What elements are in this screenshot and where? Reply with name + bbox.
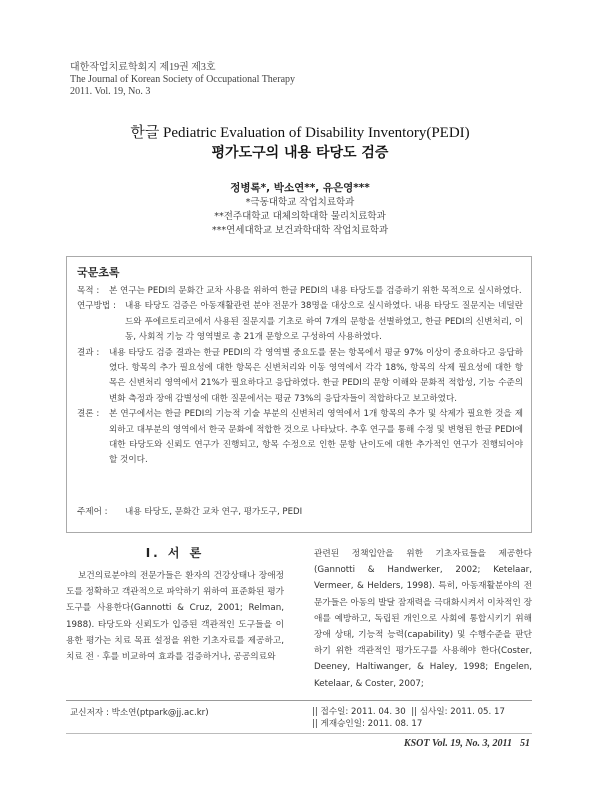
title-line-1: 한글 Pediatric Evaluation of Disability Inventory(PEDI) xyxy=(130,125,470,141)
journal-volume: 2011. Vol. 19, No. 3 xyxy=(70,86,151,97)
footer-divider xyxy=(66,700,532,701)
abstract-text: 내용 타당도 검증 결과는 한글 PEDI의 각 영역별 중요도를 묻는 항목에서 평균 97% 이상이 중요하다고 응답하였다. 항목의 추가 필요성에 대한 항목은 신변처리와 이동 영역에서 각각 18%, 항목의 삭제 필요성에 대한 항목은 신변처리 영역에서 21%가 필요하다고 응답하였다. 한글 PEDI의 문항 이해와 문화적 적합성, 기능 수준의 변화 측정과 장애 감별성에 대한 질문에서는 평균 73%의 응답자들이 적합하다고 보고하였다. xyxy=(109,347,523,404)
abstract-label: 연구방법 : xyxy=(77,301,116,312)
abstract-methods xyxy=(77,299,523,345)
journal-name-english: The Journal of Korean Society of Occupational Therapy xyxy=(70,74,296,85)
abstract-box xyxy=(66,256,532,533)
affiliation-3: ***연세대학교 보건과학대학 작업치료학과 xyxy=(211,225,389,236)
journal-name-korean: 대한작업치료학회지 제19권 제3호 xyxy=(70,62,216,73)
body-column-left xyxy=(66,546,284,665)
abstract-label: 결과 : xyxy=(77,347,100,358)
affiliation-1: *극동대학교 작업치료학과 xyxy=(245,197,355,208)
abstract-heading: 국문초록 xyxy=(77,266,120,279)
abstract-label: 목적 : xyxy=(77,286,100,296)
footer-divider-bottom xyxy=(66,733,532,734)
correspondence-note: 교신저자 : 박소연(ptpark@jj.ac.kr) xyxy=(70,708,209,718)
author-list: 정병록*, 박소연**, 유은영*** xyxy=(230,182,370,194)
reviewed-date: || 심사일: 2011. 05. 17 xyxy=(411,707,505,717)
journal-reference: KSOT Vol. 19, No. 3, 2011 xyxy=(403,738,512,749)
body-column-right xyxy=(314,546,532,692)
received-date: || 접수일: 2011. 04. 30 xyxy=(312,707,406,717)
submission-dates xyxy=(312,706,505,730)
paper-title xyxy=(60,123,540,163)
body-paragraph: 관련된 정책입안을 위한 기초자료들을 제공한다(Gannotti & Handwerker, 2002; Ketelaar, Vermeer, & Helders, 1998). 특히, 아동재활분야의 전문가들은 아동의 발달 잠재력을 극대화시켜서 이차적인 장애를 예방하고, 독립된 개인으로 사회에 통합시키기 위해 장애 상태, 기능적 능력(capability) 및 수행수준을 판단하기 위한 객관적인 평가도구를 사용해야 한다(Coster, Deeney, Haltiwanger, & Haley, 1998; Engelen, Ketelaar, & Coster, 2007; xyxy=(314,549,532,689)
keywords xyxy=(77,505,302,517)
title-line-2: 평가도구의 내용 타당도 검증 xyxy=(211,145,389,161)
journal-header xyxy=(70,62,370,98)
abstract-text: 내용 타당도 검증은 아동재활관련 분야 전문가 38명을 대상으로 실시하였다. 내용 타당도 질문지는 네덜란드와 푸에르토리코에서 사용된 질문지를 기초로 하여 7개의 문항을 선별하였고, 한글 PEDI의 신변처리, 이동, 사회적 기능 각 영역별로 총 21개 문항으로 구성하여 사용하였다. xyxy=(125,301,523,343)
abstract-results xyxy=(77,346,523,408)
keywords-label: 주제어 : xyxy=(77,507,108,517)
section-heading-introduction: Ⅰ. 서 론 xyxy=(145,546,205,560)
abstract-text: 본 연구에서는 한글 PEDI의 기능적 기술 부분의 신변처리 영역에서 1개 항목의 추가 및 삭제가 필요한 것을 제외하고 대부분의 영역에서 한국 문화에 적합한 것으로 나타났다. 추후 연구를 통해 수정 및 변형된 한글 PEDI에 대한 타당도와 신뢰도 연구가 진행되고, 항목 수정으로 인한 문항 난이도에 대한 추가적인 연구가 진행되어야 할 것이다. xyxy=(109,409,523,466)
abstract-text: 본 연구는 PEDI의 문화간 교차 사용을 위하여 한글 PEDI의 내용 타당도를 검증하기 위한 목적으로 실시하였다. xyxy=(109,286,522,296)
abstract-conclusion xyxy=(77,407,523,469)
abstract-label: 결론 : xyxy=(77,409,100,420)
page-footer xyxy=(404,738,530,749)
affiliation-list xyxy=(60,196,540,238)
abstract-purpose xyxy=(77,284,523,299)
affiliation-2: **전주대학교 대체의학대학 물리치료학과 xyxy=(214,211,386,222)
accepted-date: || 게재승인일: 2011. 08. 17 xyxy=(312,719,423,729)
page-number: 51 xyxy=(520,738,530,749)
keywords-text: 내용 타당도, 문화간 교차 연구, 평가도구, PEDI xyxy=(125,507,303,517)
body-paragraph: 보건의료분야의 전문가들은 환자의 건강상태나 장애정도를 정확하고 객관적으로 파악하기 위하여 표준화된 평가도구를 사용한다(Gannotti & Cruz, 2001; Relman, 1988). 타당도와 신뢰도가 입증된 객관적인 도구들을 이용한 평가는 치료 목표 설정을 위한 기초자료를 제공하고, 치료 전 · 후를 비교하여 효과를 검증하거나, 공공의료와 xyxy=(66,571,284,663)
